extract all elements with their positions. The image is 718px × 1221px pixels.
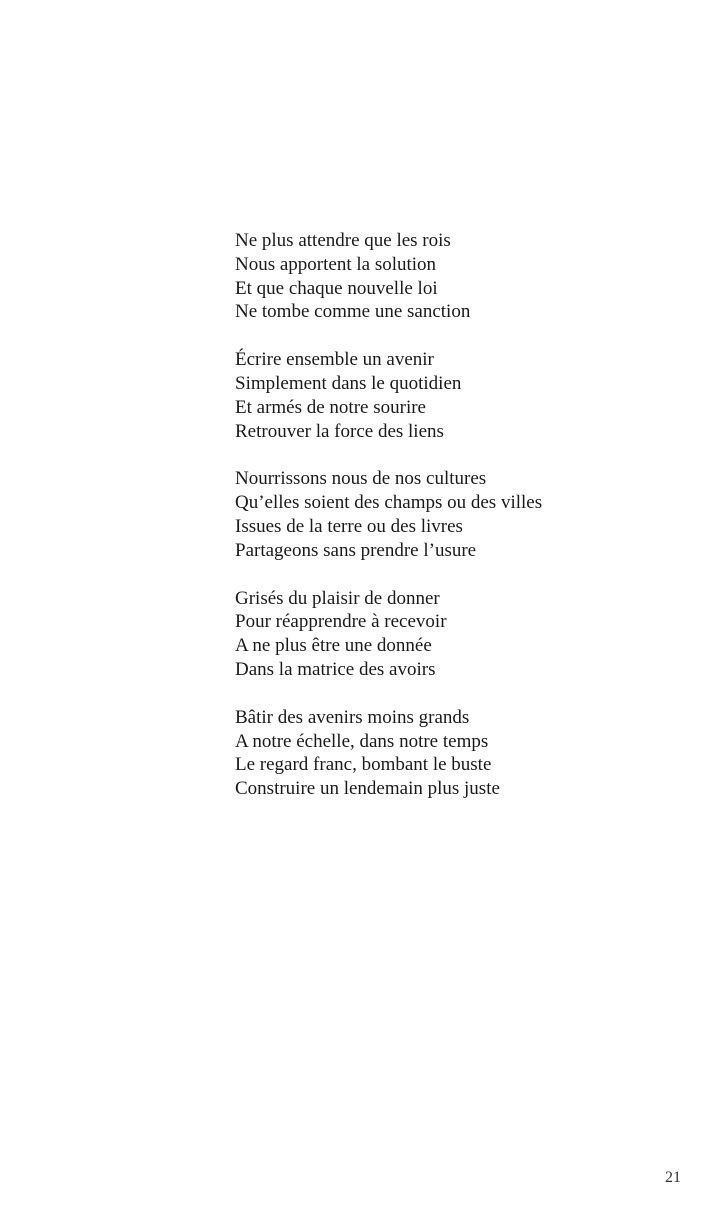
poem-line: Le regard franc, bombant le buste xyxy=(235,754,492,776)
poem-line: Qu’elles soient des champs ou des villes xyxy=(235,492,543,514)
poem-line: Nous apportent la solution xyxy=(235,253,437,275)
stanza-2 xyxy=(235,348,655,443)
poem-line: Pour réapprendre à recevoir xyxy=(235,611,447,633)
poem-line: A ne plus être une donnée xyxy=(235,635,432,657)
poem xyxy=(235,229,655,825)
poem-line: Issues de la terre ou des livres xyxy=(235,515,463,537)
stanza-5 xyxy=(235,706,655,801)
poem-line: Et que chaque nouvelle loi xyxy=(235,277,438,299)
poem-line: Retrouver la force des liens xyxy=(235,420,444,442)
poem-line: Bâtir des avenirs moins grands xyxy=(235,706,470,728)
poem-line: A notre échelle, dans notre temps xyxy=(235,730,489,752)
poem-line: Nourrissons nous de nos cultures xyxy=(235,468,487,490)
poem-line: Ne plus attendre que les rois xyxy=(235,230,451,251)
poem-line: Dans la matrice des avoirs xyxy=(235,658,436,680)
poem-line: Partageons sans prendre l’usure xyxy=(235,539,477,561)
poem-line: Écrire ensemble un avenir xyxy=(235,349,434,371)
poem-line: Construire un lendemain plus juste xyxy=(235,778,500,800)
page-number: 21 xyxy=(665,1169,681,1186)
poem-line: Simplement dans le quotidien xyxy=(235,372,462,394)
stanza-4 xyxy=(235,587,655,682)
poem-line: Grisés du plaisir de donner xyxy=(235,587,440,609)
poem-line: Et armés de notre sourire xyxy=(235,396,426,418)
stanza-3 xyxy=(235,467,655,562)
poem-line: Ne tombe comme une sanction xyxy=(235,301,471,323)
stanza-1 xyxy=(235,229,655,324)
